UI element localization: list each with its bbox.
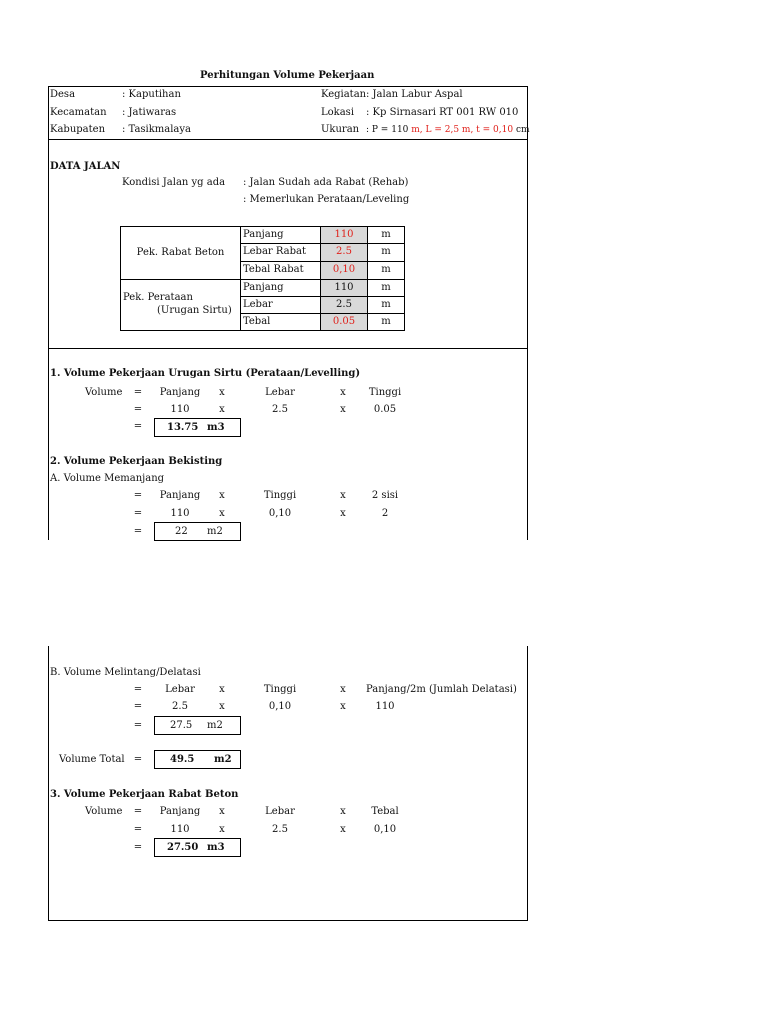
volume-total-unit: m2: [214, 754, 232, 765]
eq-sign: =: [133, 701, 143, 712]
row-value: 0,10: [320, 261, 368, 280]
sec3-h1: Panjang: [159, 806, 201, 817]
ukuran-red: m, L = 2,5 m, t = 0,10: [408, 125, 514, 135]
sec1-h1: Panjang: [159, 387, 201, 398]
kondisi-1: : Jalan Sudah ada Rabat (Rehab): [243, 177, 409, 188]
frame2-right: [527, 646, 528, 921]
kabupaten-value: : Tasikmalaya: [122, 124, 192, 135]
sec2-b-h2: Tinggi: [263, 684, 297, 695]
volume-total-label: Volume Total: [59, 754, 125, 765]
row-value: 2.5: [320, 243, 368, 262]
kecamatan-label: Kecamatan: [50, 107, 107, 118]
times-sign: x: [219, 824, 225, 835]
sec2-a-h3: 2 sisi: [371, 490, 399, 501]
times-sign: x: [340, 684, 346, 695]
row-label: Panjang: [240, 279, 321, 297]
eq-sign: =: [133, 824, 143, 835]
times-sign: x: [219, 508, 225, 519]
eq-sign: =: [133, 421, 143, 432]
group-perataan-line2: (Urugan Sirtu): [157, 305, 232, 316]
sec2-b-result-box: [154, 716, 241, 735]
sec2-a-v3: 2: [381, 508, 389, 519]
frame-right: [527, 86, 528, 540]
row-value: 110: [320, 226, 368, 244]
group-rabat-beton-label: Pek. Rabat Beton: [136, 247, 225, 258]
eq-sign: =: [133, 842, 143, 853]
kondisi-2: : Memerlukan Perataan/Leveling: [243, 194, 410, 205]
sec1-volume-label: Volume: [85, 387, 123, 398]
frame-top: [48, 86, 528, 87]
row-value: 0.05: [320, 313, 368, 331]
group-perataan: [120, 279, 241, 331]
frame2-left: [48, 646, 49, 921]
ukuran-suffix: cm: [513, 125, 530, 135]
sec2-b-v3: 110: [375, 701, 395, 712]
eq-sign: =: [133, 806, 143, 817]
row-unit: m: [367, 261, 405, 280]
sec2-a-h2: Tinggi: [263, 490, 297, 501]
times-sign: x: [219, 387, 225, 398]
sec3-v3: 0,10: [373, 824, 397, 835]
volume-total: 49.5: [170, 754, 195, 765]
header-divider: [48, 139, 528, 140]
times-sign: x: [219, 701, 225, 712]
row-label: Tebal Rabat: [240, 261, 321, 280]
times-sign: x: [340, 701, 346, 712]
desa-label: Desa: [50, 89, 76, 100]
sec1-h3: Tinggi: [368, 387, 402, 398]
sec1-result: 13.75: [167, 422, 199, 433]
sec3-heading: 3. Volume Pekerjaan Rabat Beton: [50, 789, 239, 800]
ukuran-prefix: : P = 110: [366, 125, 409, 135]
sec2-a-v1: 110: [170, 508, 190, 519]
sec2-b-v1: 2.5: [172, 701, 188, 712]
sec3-result-box: [154, 838, 241, 857]
sec3-h3: Tebal: [371, 806, 399, 817]
sec2-a-h1: Panjang: [159, 490, 201, 501]
desa-value: : Kaputihan: [122, 89, 181, 100]
row-label: Lebar Rabat: [240, 243, 321, 262]
eq-sign: =: [133, 490, 143, 501]
sec2-b-result: 27.5: [170, 720, 193, 731]
times-sign: x: [219, 490, 225, 501]
sec1-result-unit: m3: [207, 422, 225, 433]
sec3-h2: Lebar: [265, 806, 295, 817]
times-sign: x: [219, 404, 225, 415]
lokasi-label: Lokasi: [321, 107, 355, 118]
sec3-result-unit: m3: [207, 842, 225, 853]
times-sign: x: [340, 508, 346, 519]
eq-sign: =: [133, 720, 143, 731]
kecamatan-value: : Jatiwaras: [122, 107, 177, 118]
sec2-a-v2: 0,10: [268, 508, 292, 519]
kegiatan-label: Kegiatan: [321, 89, 367, 100]
times-sign: x: [340, 387, 346, 398]
eq-sign: =: [133, 404, 143, 415]
sec2-b-v2: 0,10: [268, 701, 292, 712]
sec1-v2: 2.5: [272, 404, 288, 415]
page-title: Perhitungan Volume Pekerjaan: [200, 70, 375, 81]
lokasi-value: : Kp Sirnasari RT 001 RW 010: [366, 107, 519, 118]
frame-left: [48, 86, 49, 540]
sec3-result: 27.50: [167, 842, 199, 853]
sec3-v2: 2.5: [272, 824, 288, 835]
times-sign: x: [219, 684, 225, 695]
kondisi-label: Kondisi Jalan yg ada: [122, 177, 226, 188]
eq-sign: =: [133, 508, 143, 519]
frame2-bottom: [48, 920, 528, 921]
sec2-a-unit: m2: [207, 526, 223, 537]
sec2-b-label: B. Volume Melintang/Delatasi: [50, 667, 201, 678]
group-perataan-line1: Pek. Perataan: [123, 292, 193, 303]
times-sign: x: [340, 806, 346, 817]
sec1-heading: 1. Volume Pekerjaan Urugan Sirtu (Perataan/Levelling): [50, 368, 361, 379]
times-sign: x: [340, 824, 346, 835]
sec2-b-h1: Lebar: [165, 684, 195, 695]
sec1-result-box: [154, 418, 241, 437]
kabupaten-label: Kabupaten: [50, 124, 106, 135]
times-sign: x: [340, 404, 346, 415]
row-label: Panjang: [240, 226, 321, 244]
sec1-v1: 110: [170, 404, 190, 415]
eq-sign: =: [133, 754, 143, 765]
sec2-a-label: A. Volume Memanjang: [50, 473, 165, 484]
sec1-v3: 0.05: [373, 404, 397, 415]
row-label: Tebal: [240, 313, 321, 331]
row-unit: m: [367, 243, 405, 262]
row-unit: m: [367, 313, 405, 331]
group-rabat-beton: [120, 226, 241, 280]
sec2-a-result-box: [154, 522, 241, 541]
sec3-v1: 110: [170, 824, 190, 835]
volume-total-box: [154, 750, 241, 769]
sec2-heading: 2. Volume Pekerjaan Bekisting: [50, 456, 223, 467]
row-unit: m: [367, 226, 405, 244]
row-value: 110: [320, 279, 368, 297]
sec2-b-h3: Panjang/2m (Jumlah Delatasi): [366, 684, 517, 695]
times-sign: x: [219, 806, 225, 817]
eq-sign: =: [133, 387, 143, 398]
section-divider: [48, 348, 528, 349]
eq-sign: =: [133, 684, 143, 695]
sec3-volume-label: Volume: [85, 806, 123, 817]
times-sign: x: [340, 490, 346, 501]
sec2-b-unit: m2: [207, 720, 223, 731]
data-jalan-heading: DATA JALAN: [50, 161, 121, 172]
row-label: Lebar: [240, 296, 321, 314]
sec1-h2: Lebar: [265, 387, 295, 398]
eq-sign: =: [133, 526, 143, 537]
row-unit: m: [367, 279, 405, 297]
ukuran-label: Ukuran: [321, 124, 360, 135]
row-unit: m: [367, 296, 405, 314]
kegiatan-value: : Jalan Labur Aspal: [366, 89, 463, 100]
sec2-a-result: 22: [175, 526, 188, 537]
ukuran-value: [366, 124, 530, 136]
row-value: 2.5: [320, 296, 368, 314]
